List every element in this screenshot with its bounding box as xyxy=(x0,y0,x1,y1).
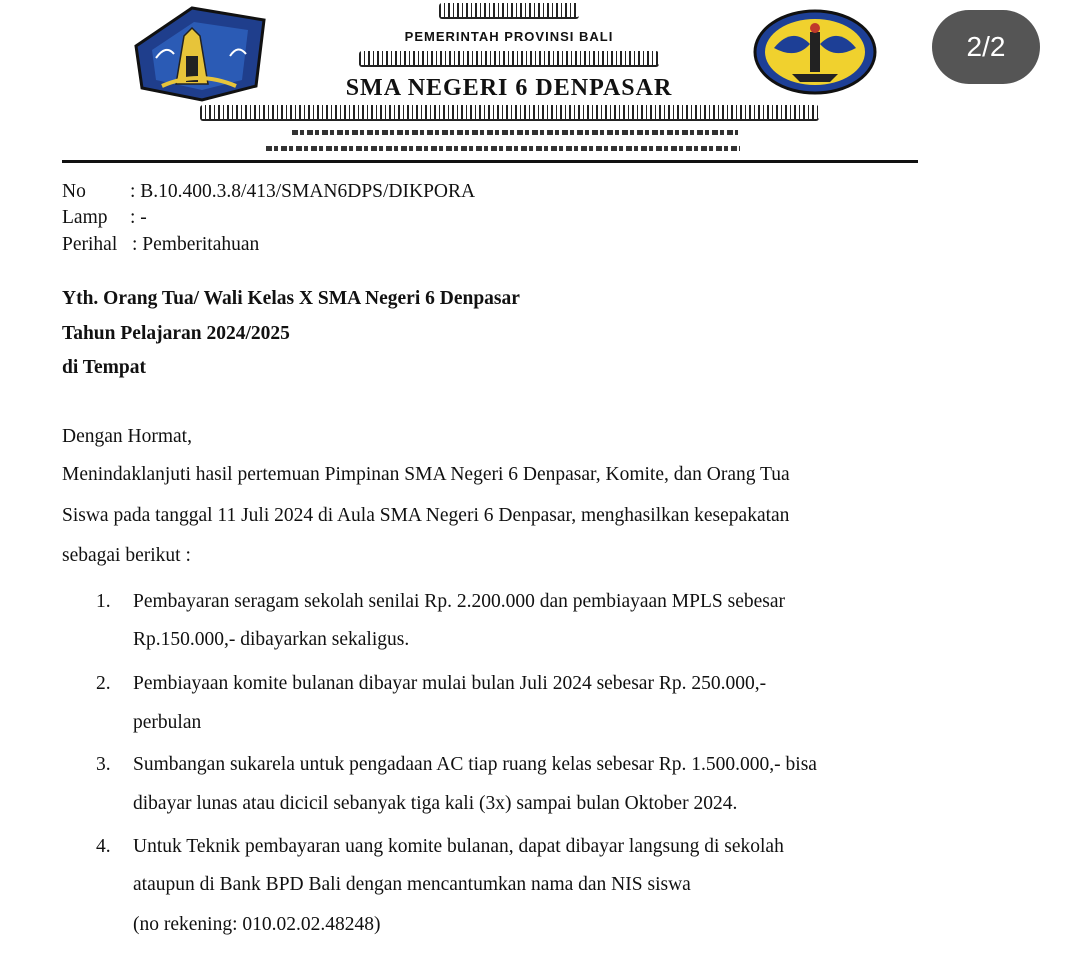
address-line xyxy=(292,130,738,135)
meta-no-label: No xyxy=(62,181,86,202)
recipient-line-2: Tahun Pelajaran 2024/2025 xyxy=(62,323,290,344)
meta-lamp-label: Lamp xyxy=(62,207,108,228)
intro-line: Menindaklanjuti hasil pertemuan Pimpinan SMA Negeri 6 Denpasar, Komite, dan Orang Tua xyxy=(62,464,790,485)
intro-line: Siswa pada tanggal 11 Juli 2024 di Aula SMA Negeri 6 Denpasar, menghasilkan kesepakatan xyxy=(62,505,790,526)
recipient-line-3: di Tempat xyxy=(62,357,146,378)
list-item-line: ataupun di Bank BPD Bali dengan mencantumkan nama dan NIS siswa xyxy=(133,874,691,895)
letterhead-government: PEMERINTAH PROVINSI BALI xyxy=(404,29,614,44)
meta-no-value: : B.10.400.3.8/413/SMAN6DPS/DIKPORA xyxy=(130,181,476,202)
list-item-line: Pembayaran seragam sekolah senilai Rp. 2.200.000 dan pembiayaan MPLS sebesar xyxy=(133,591,786,612)
balinese-script-line xyxy=(200,106,819,120)
balinese-script-line xyxy=(270,4,748,18)
intro-line: sebagai berikut : xyxy=(62,545,191,566)
list-item-number: 4. xyxy=(96,836,111,857)
contact-line xyxy=(266,146,740,151)
list-item-number: 2. xyxy=(96,673,111,694)
list-item-line: dibayar lunas atau dicicil sebanyak tiga kali (3x) sampai bulan Oktober 2024. xyxy=(133,793,738,814)
meta-perihal-value: : Pemberitahuan xyxy=(132,234,260,255)
list-item-line: (no rekening: 010.02.02.48248) xyxy=(133,914,381,935)
balinese-script-line xyxy=(270,52,748,66)
list-item-line: Untuk Teknik pembayaran uang komite bulanan, dapat dibayar langsung di sekolah xyxy=(133,836,784,857)
salutation: Dengan Hormat, xyxy=(62,426,192,447)
list-item-line: Sumbangan sukarela untuk pengadaan AC tiap ruang kelas sebesar Rp. 1.500.000,- bisa xyxy=(133,754,817,775)
list-item-number: 1. xyxy=(96,591,111,612)
recipient-line-1: Yth. Orang Tua/ Wali Kelas X SMA Negeri 6 Denpasar xyxy=(62,288,520,309)
meta-lamp-value: : - xyxy=(130,207,147,228)
list-item-line: perbulan xyxy=(133,712,202,733)
list-item-number: 3. xyxy=(96,754,111,775)
list-item-line: Pembiayaan komite bulanan dibayar mulai bulan Juli 2024 sebesar Rp. 250.000,- xyxy=(133,673,767,694)
page-indicator-badge: 2/2 xyxy=(932,10,1040,84)
letterhead-divider xyxy=(62,160,918,163)
school-emblem-icon xyxy=(752,8,878,96)
letterhead-school-name: SMA NEGERI 6 DENPASAR xyxy=(345,75,673,101)
meta-perihal-label: Perihal xyxy=(62,234,118,255)
bali-province-emblem-icon xyxy=(132,6,268,102)
list-item-line: Rp.150.000,- dibayarkan sekaligus. xyxy=(133,629,410,650)
